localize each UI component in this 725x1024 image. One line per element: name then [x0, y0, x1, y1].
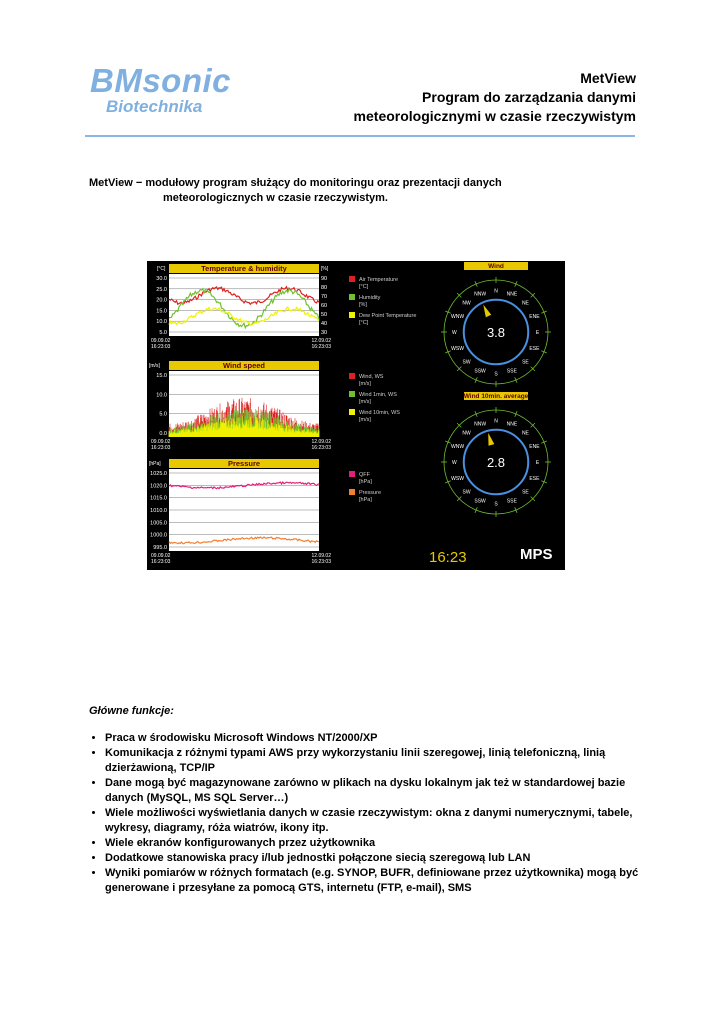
clock: 16:23	[429, 549, 467, 566]
header-divider	[85, 135, 635, 137]
compass1-title: Wind	[488, 263, 504, 270]
temp_panel-left-unit: [°C]	[157, 266, 166, 272]
pressure_panel-tick-label: 1015.0	[150, 495, 167, 502]
wind_panel-tick-label: 0.0	[159, 431, 167, 437]
title-line-2: meteorologicznymi w czasie rzeczywistym	[353, 108, 636, 124]
compass1-direction-label: W	[452, 330, 457, 336]
compass1-value: 3.8	[486, 325, 506, 340]
compass2-direction-label: NW	[462, 430, 471, 437]
pressure_panel-tick-label: 1000.0	[150, 532, 167, 539]
temp_panel-plot-area	[169, 274, 319, 336]
temp_panel-legend-unit: [°C]	[359, 320, 369, 326]
function-item: • Dane mogą być magazynowane zarówno w plikach na dysku lokalnym jak też w standardowej bazie danych (MySQL, MS SQL Server…)	[105, 776, 665, 806]
compass2-direction-label: NNW	[474, 421, 487, 428]
pressure_panel-unit: [hPa]	[149, 461, 161, 467]
compass1-direction-label: NW	[462, 300, 471, 307]
compass1-direction-label: N	[494, 288, 498, 295]
temp_panel-tick-label: 5.0	[159, 330, 167, 336]
compass2-direction-label: SSE	[506, 498, 517, 505]
temp_panel-tick-label: 20.0	[156, 297, 167, 304]
compass2-direction-label: ESE	[529, 475, 540, 482]
temp_panel-right-tick-label: 80	[321, 285, 328, 291]
compass1-direction-label: S	[494, 371, 498, 378]
wind_panel-start-date: 09.09.02	[151, 439, 171, 445]
pressure_panel-legend-label: QFF	[359, 472, 370, 478]
compass1-direction-label: WSW	[451, 345, 464, 352]
temp_panel-legend-label: Humidity	[359, 295, 381, 301]
wind_panel-end-date: 12.09.02	[311, 439, 331, 445]
temp_panel-legend-unit: [°C]	[359, 284, 369, 290]
temp_panel-end-date: 12.09.02	[311, 338, 331, 344]
compass2-direction-label: SE	[522, 489, 529, 496]
temp_panel-start-date: 09.09.02	[151, 338, 171, 344]
compass1-direction-label: WNW	[451, 314, 465, 321]
wind_panel-legend-swatch	[349, 373, 355, 379]
function-item: • Dodatkowe stanowiska pracy i/lub jednostki połączone siecią szeregową lub LAN	[105, 851, 665, 866]
function-item: • Wiele ekranów konfigurowanych przez użytkownika	[105, 836, 665, 851]
compass1-direction-label: ENE	[529, 314, 540, 321]
compass1-direction-label: NNW	[474, 291, 487, 298]
pressure_panel-tick-label: 1010.0	[150, 508, 167, 514]
intro-line-2: meteorologicznych w czasie rzeczywistym.	[163, 192, 388, 204]
pressure_panel-start-time: 16:23:03	[151, 559, 171, 565]
compass1-direction-label: ESE	[529, 345, 540, 352]
temp_panel-legend-unit: [%]	[359, 302, 367, 308]
function-item: • Wiele możliwości wyświetlania danych w czasie rzeczywistym: okna z danymi numerycznymi, tabele, wykresy, diagramy, róża wiatrów, ikony itp.	[105, 806, 665, 836]
title-line-1: Program do zarządzania danymi	[422, 89, 636, 105]
compass2-direction-label: SW	[462, 489, 471, 496]
compass1-direction-label: SSW	[474, 368, 486, 375]
compass2-direction-label: NNE	[506, 421, 518, 428]
pressure_panel-tick-label: 1025.0	[150, 471, 167, 477]
wind_panel-legend-label: Wind, WS	[359, 374, 384, 380]
pressure_panel-tick-label: 995.0	[153, 545, 167, 551]
intro-line-1: MetView − modułowy program służący do monitoringu oraz prezentacji danych	[89, 177, 502, 189]
wind_panel-legend-label: Wind 1min, WS	[359, 392, 397, 398]
temp_panel-tick-label: 25.0	[156, 286, 167, 293]
compass1-needle	[483, 305, 491, 318]
pressure_panel-tick-label: 1005.0	[150, 520, 167, 527]
logo-subtitle: Biotechnika	[106, 97, 203, 116]
compass2-direction-label: WNW	[451, 444, 465, 451]
compass1-direction-label: SE	[522, 359, 529, 366]
wind_panel-unit: [m/s]	[149, 363, 160, 369]
wind_panel-legend-label: Wind 10min, WS	[359, 410, 400, 416]
compass1-direction-label: E	[535, 330, 540, 336]
compass2-title: Wind 10min. average	[463, 393, 529, 400]
temp_panel-right-tick-label: 60	[321, 303, 328, 309]
wind_panel-legend-unit: [m/s]	[359, 417, 371, 423]
wind_panel-tick-label: 10.0	[156, 392, 167, 399]
pressure_panel-end-time: 16:23:03	[311, 559, 331, 565]
wind_panel-title: Wind speed	[222, 361, 266, 370]
logo-brand: BMsonic	[90, 62, 232, 99]
metview-screenshot	[147, 261, 565, 570]
compass2-direction-label: S	[494, 501, 498, 508]
temp_panel-end-time: 16:23:03	[311, 344, 331, 350]
wind_panel-start-time: 16:23:03	[151, 445, 171, 451]
pressure_panel-tick-label: 1020.0	[150, 483, 167, 490]
compass1-direction-label: SW	[462, 359, 471, 366]
compass2-direction-label: E	[535, 460, 540, 466]
company-logo	[90, 64, 231, 116]
intro-paragraph	[89, 176, 649, 206]
wind_panel-legend-swatch	[349, 409, 355, 415]
compass2-direction-label: W	[452, 460, 457, 466]
temp_panel-right-tick-label: 30	[321, 330, 328, 336]
compass2-needle	[488, 433, 494, 446]
temp_panel-tick-label: 10.0	[156, 319, 167, 326]
compass1-direction-label: NNE	[506, 291, 518, 298]
functions-heading: Główne funkcje:	[89, 705, 174, 717]
compass2-value: 2.8	[486, 455, 506, 470]
wind_panel-legend-swatch	[349, 391, 355, 397]
temp_panel-title: Temperature & humidity	[201, 264, 287, 273]
temp_panel-right-tick-label: 50	[321, 312, 328, 318]
temp_panel-right-tick-label: 90	[321, 276, 328, 282]
temp_panel-right-unit: [%]	[321, 266, 329, 272]
wind_panel-legend-unit: [m/s]	[359, 399, 371, 405]
function-item: • Praca w środowisku Microsoft Windows NT/2000/XP	[105, 731, 665, 746]
temp_panel-legend-label: Dew Point Temperature	[359, 313, 417, 319]
compass1-direction-label: NE	[521, 300, 529, 307]
temp_panel-start-time: 16:23:03	[151, 344, 171, 350]
compass1-direction-label: SSE	[506, 368, 517, 375]
mps-logo: MPS	[520, 546, 553, 563]
functions-list	[89, 731, 665, 896]
temp_panel-legend-swatch	[349, 276, 355, 282]
pressure_panel-title: Pressure	[227, 459, 261, 468]
pressure_panel-legend-swatch	[349, 489, 355, 495]
temp_panel-tick-label: 15.0	[156, 308, 167, 315]
compass2-direction-label: ENE	[529, 444, 540, 451]
wind_panel-tick-label: 15.0	[156, 373, 167, 379]
compass2-direction-label: WSW	[451, 475, 464, 482]
temp_panel-right-tick-label: 40	[321, 321, 328, 327]
title-product: MetView	[580, 70, 636, 86]
pressure_panel-end-date: 12.09.02	[311, 553, 331, 559]
function-item: • Komunikacja z różnymi typami AWS przy wykorzystaniu linii szeregowej, linią telefoniczną, linią dzierżawioną, TCP/IP	[105, 746, 665, 776]
function-item: • Wyniki pomiarów w różnych formatach (e.g. SYNOP, BUFR, definiowane przez użytkownika) mogą być generowane i przesyłane za pomocą GTS, internetu (FTP, e-mail), SMS	[105, 866, 665, 896]
temp_panel-tick-label: 30.0	[156, 276, 167, 282]
pressure_panel-legend-swatch	[349, 471, 355, 477]
temp_panel-right-tick-label: 70	[321, 294, 328, 300]
pressure_panel-start-date: 09.09.02	[151, 553, 171, 559]
metview-screenshot-figure	[147, 261, 565, 570]
pressure_panel-legend-unit: [hPa]	[359, 479, 372, 485]
wind_panel-tick-label: 5.0	[159, 411, 167, 418]
compass2-direction-label: SSW	[474, 498, 486, 505]
temp_panel-legend-swatch	[349, 312, 355, 318]
temp_panel-legend-label: Air Temperature	[359, 277, 399, 283]
wind_panel-end-time: 16:23:03	[311, 445, 331, 451]
compass2-direction-label: N	[494, 418, 498, 425]
pressure_panel-legend-label: Pressure	[359, 490, 382, 496]
wind_panel-legend-unit: [m/s]	[359, 381, 371, 387]
pressure_panel-legend-unit: [hPa]	[359, 497, 372, 503]
temp_panel-legend-swatch	[349, 294, 355, 300]
document-title	[354, 69, 636, 126]
compass2-direction-label: NE	[521, 430, 529, 437]
